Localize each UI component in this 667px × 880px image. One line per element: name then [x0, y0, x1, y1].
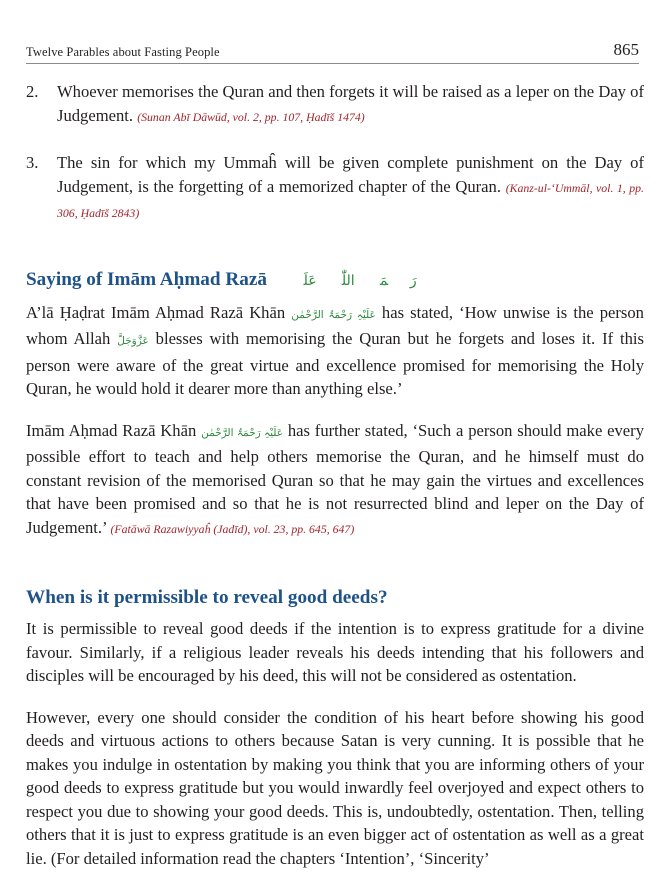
section-heading-text: Saying of Imām Aḥmad Razā: [26, 268, 267, 290]
running-title: Twelve Parables about Fasting People: [26, 45, 220, 59]
section-heading-saying: [26, 267, 644, 295]
arabic-honorific: رَحۡمَۃُ اللّٰہِ عَلَیۡہ: [270, 273, 417, 289]
paragraph: However, every one should consider the condition of his heart before showing his good deeds and virtuous actions to others because Satan is very cunning. It is possible that he makes you indulge in ostentation by making you think that you are informing others of your good deeds to express gratitude but you would inwardly feel overjoyed and expect others to respect you due to showing your good deeds. This is, undoubtedly, ostentation. Then, telling others that it is just to express gratitude is an even bigger act of ostentation as well as a great lie. (For detailed information read the chapters ‘Intention’, ‘Sincerity’: [26, 707, 644, 868]
paragraph-text: has further stated, ‘Such a person should make every possible effort to teach and help others memorise the Quran, and he himself must do constant revision of the memorised Quran so that he may gain the virtues and excellences that have been promised and so that he is not resurrected blind and leper on the Day of Judgement.’: [26, 420, 644, 537]
paragraph-text: has stated, ‘How unwise is the person whom Allah: [26, 302, 644, 348]
paragraph: [26, 419, 644, 542]
arabic-honorific: عَلَیْہِ رَحْمَۃُ الرَّحْمٰن: [291, 309, 376, 321]
page-header: [26, 36, 639, 64]
arabic-honorific: عَلَیْہِ رَحْمَۃُ الرَّحْمٰن: [201, 427, 284, 439]
list-item: [26, 151, 644, 226]
paragraph: It is permissible to reveal good deeds if the intention is to express gratitude for a divine favour. Similarly, if a religious leader reveals his deeds intending that his followers and disciples will be encouraged by his deed, this will not be considered as ostentation.: [26, 619, 644, 685]
hadith-reference: (Sunan Abī Dāwūd, vol. 2, pp. 107, Ḥadīš 1474): [137, 109, 365, 124]
list-item-body: [57, 151, 644, 226]
list-item-number: 2.: [26, 82, 39, 101]
list-item-body: [57, 80, 644, 129]
section-heading-when: When is it permissible to reveal good deeds?: [26, 587, 388, 608]
list-item-number: 3.: [26, 153, 39, 172]
hadith-reference: (Kanz-ul-ʻUmmāl, vol. 1, pp. 306, Ḥadīš 2843): [57, 180, 645, 220]
paragraph-text: A’lā Ḥaḍrat Imām Aḥmad Razā Khān: [26, 302, 292, 322]
page-content: [26, 80, 644, 870]
paragraph: [26, 301, 644, 401]
paragraph-text: blesses with memorising the Quran but he forgets and loses it. If this person were aware of the great virtue and excellence promised for memorising the Holy Quran, he would hold it dearer more than anything else.’: [26, 329, 644, 398]
list-item-text: The sin for which my Ummaĥ will be given complete punishment on the Day of Judgement, is the forgetting of a memorized chapter of the Quran.: [57, 153, 644, 196]
fatawa-reference: (Fatāwā Razawiyyaĥ (Jadīd), vol. 23, pp. 645, 647): [110, 521, 355, 536]
list-item-text: Whoever memorises the Quran and then forgets it will be raised as a leper on the Day of Judgement.: [57, 82, 644, 125]
page-number: 865: [613, 40, 639, 59]
paragraph-text: Imām Aḥmad Razā Khān: [26, 420, 202, 440]
arabic-honorific: عَزَّوَجَلَّ: [117, 336, 149, 347]
list-item: [26, 80, 644, 129]
